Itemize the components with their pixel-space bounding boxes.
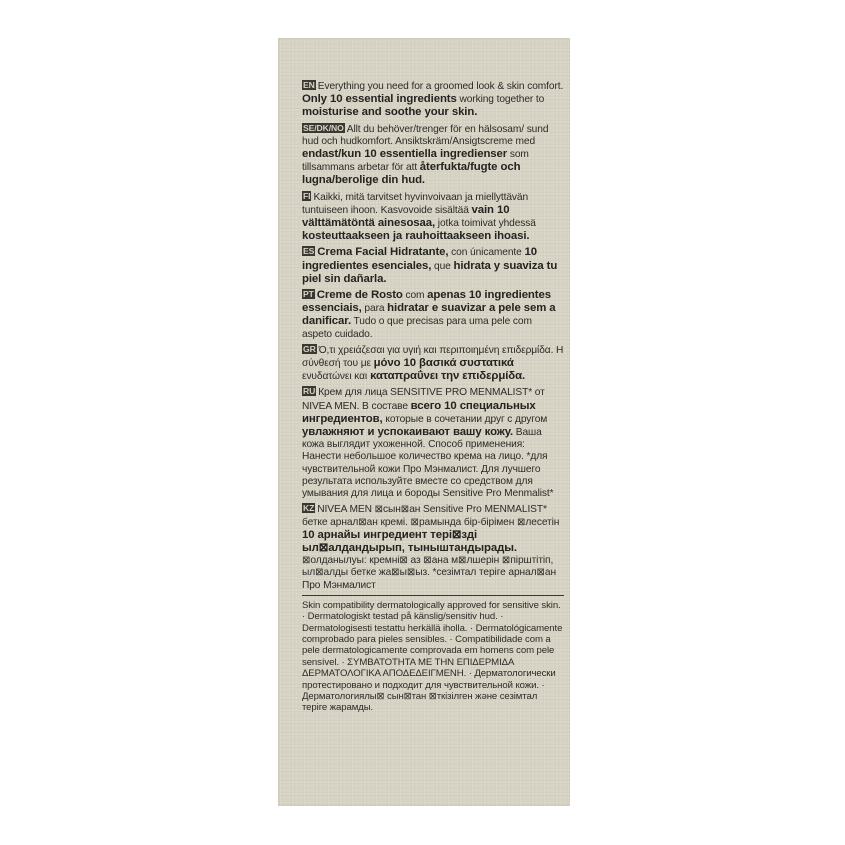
label-text-block: [302, 80, 564, 714]
bold-text: kosteuttaakseen ja rauhoittaakseen ihoasi.: [302, 230, 530, 243]
language-tag: SE/DK/NO: [303, 122, 344, 133]
bold-text: всего 10 специальных ингредиентов,: [302, 399, 536, 425]
body-text: NIVEA MEN ⊠сын⊠ан Sensitive Pro MENMALIST* бетке арнал⊠ан кремі. ⊠рамында бір-бірімен ⊠лесетін: [302, 504, 560, 528]
body-text: ενυδατώνει: [302, 371, 355, 383]
language-tag: FI: [303, 190, 311, 201]
bold-text: vain 10 välttämätöntä ainesosaa,: [302, 203, 510, 230]
bold-text: увлажняют и успокаивают вашу кожу.: [302, 426, 514, 439]
body-text: para: [361, 303, 388, 315]
body-text: Tudo o que precisas para uma pele com aspeto cuidado.: [302, 316, 532, 340]
bold-text: återfukta/fugte och lugna/berolige din hud.: [302, 161, 521, 187]
language-section: [302, 386, 564, 500]
body-text: jotka toimivat yhdessä: [435, 218, 536, 230]
body-text: Allt du behöver/trenger för en hälsosam/ sund hud och hudkomfort. Ansiktskräm/Ansigtscreme med: [302, 123, 549, 147]
bold-text: 10 арнайы ингредиент тері⊠зді ыл⊠алдандырып, тыныштандырады.: [302, 528, 517, 554]
bold-text: καταπραΰνει την επιδερμίδα.: [367, 370, 526, 383]
body-text: Everything you need for a groomed look & skin comfort.: [317, 81, 564, 92]
body-text: которые в сочетании друг с другом: [382, 413, 548, 425]
language-section: [302, 246, 564, 286]
language-tag: EN: [303, 80, 315, 90]
bold-text: endast/kun 10 essentiella ingredienser: [302, 148, 508, 161]
body-text: que: [431, 260, 454, 272]
language-tag: KZ: [303, 503, 315, 514]
language-sections: [302, 80, 564, 592]
language-section: [302, 80, 564, 120]
bold-text: moisturise and soothe your skin.: [302, 106, 478, 119]
language-tag: PT: [303, 289, 314, 300]
language-section: [302, 123, 564, 188]
body-text: ⊠олданылуы: кремні⊠ аз ⊠ана м⊠лшерін ⊠пірштітіп, ыл⊠алды бетке жа⊠ы⊠ыз. *сезімтал теріге арнал⊠ан Про Мэнмалист: [302, 555, 556, 591]
bold-text: apenas 10 ingredientes essenciais,: [302, 289, 551, 315]
language-section: [302, 503, 564, 591]
body-text: com: [402, 290, 428, 302]
body-text: Ваша кожа выглядит ухоженной. Способ применения: Нанести небольшое количество крема на лицо. *для чувствительной кожи Про Мэнмалист. Для лучшего результата используйте вместе со средством для умывания для лица и бороды Sensitive Pro Menmalist*: [302, 427, 554, 500]
bold-text: hidratar e suavizar a pele sem a danificar.: [302, 302, 556, 328]
body-text: Ό,τι χρειάζεσαι για υγιή και περιποιημένη επιδερμίδα. Η σύνθεσή του με: [302, 344, 564, 370]
bold-text: μόνο 10 βασικά συστατικά: [373, 357, 514, 370]
bold-text: 10 ingredientes esenciales,: [302, 246, 537, 272]
compatibility-text: Skin compatibility dermatologically approved for sensitive skin. · Dermatologiskt testad på känslig/sensitiv hud. · Dermatologisesti testattu herkällä iholla. · Dermatológicamente comprobado para pieles sensibles. · Compatibilidade com a pele dermatologicamente comprovada em homens com pele sensível. · ΣΥΜΒΑΤΟΤΗΤΑ ΜΕ ΤΗΝ ΕΠΙΔΕΡΜΙΔΑ ΔΕΡΜΑΤΟΛΟΓΙΚΑ ΑΠΟΔΕΔΕΙΓΜΕΝΗ. · Дерматологически протестировано и подходит для чувствительной кожи. · Дерматологиялы⊠ сын⊠тан ⊠ткізілген және сезімтал теріге жарамды.: [302, 599, 563, 714]
bold-text: Creme de Rosto: [316, 289, 403, 302]
body-text: Крем для лица SENSITIVE PRO MENMALIST* от NIVEA MEN. В составе: [302, 387, 545, 412]
language-tag: GR: [303, 343, 316, 354]
language-section: [302, 289, 564, 341]
body-text: και: [354, 371, 368, 383]
bold-text: Crema Facial Hidratante,: [317, 246, 449, 259]
language-section: [302, 191, 564, 244]
body-text: som tillsammans arbetar för att: [302, 149, 529, 174]
body-text: working together to: [456, 94, 545, 106]
body-text: con únicamente: [448, 247, 525, 259]
language-section: [302, 344, 564, 384]
bold-text: Only 10 essential ingredients: [302, 93, 457, 106]
language-tag: ES: [303, 246, 315, 257]
language-tag: RU: [303, 386, 316, 397]
body-text: Kaikki, mitä tarvitset hyvinvoivaan ja miellyttävän tuntuiseen ihoon. Kasvovoide sisältää: [302, 191, 529, 216]
bold-text: hidrata y suaviza tu piel sin dañarla.: [302, 259, 558, 285]
divider: [302, 595, 564, 596]
